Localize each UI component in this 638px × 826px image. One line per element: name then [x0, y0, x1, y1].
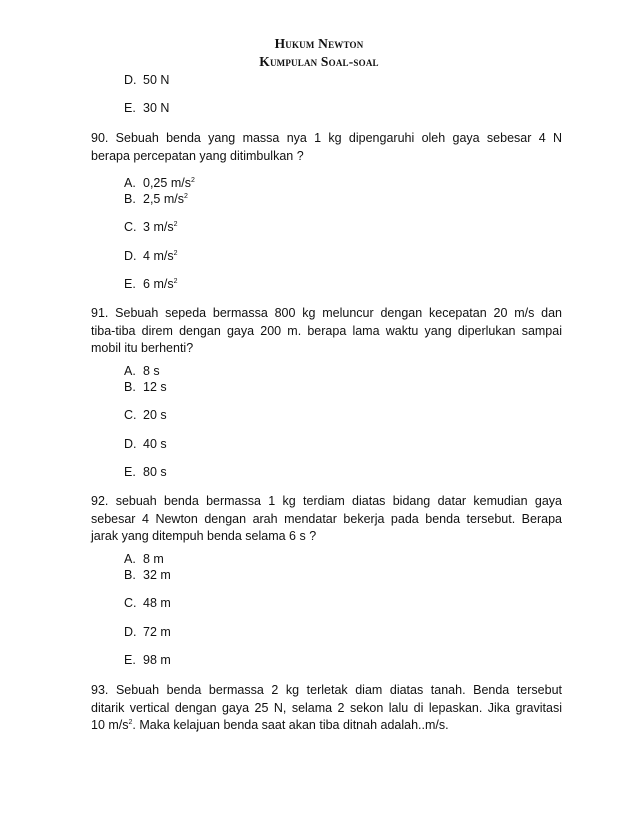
q90-option-a [124, 176, 195, 190]
q92-option-a [124, 552, 164, 566]
option-letter: C. [124, 408, 137, 422]
q90-line: 90. Sebuah benda yang massa nya 1 kg dipengaruhi oleh gaya sebesar 4 N [91, 131, 562, 145]
option-letter: E. [124, 653, 136, 667]
q90-option-e [124, 277, 177, 291]
option-text: 8 s [143, 364, 160, 378]
option-text: 98 m [143, 653, 171, 667]
option-letter: C. [124, 220, 137, 234]
option-unit: m/s [153, 249, 174, 263]
q91-option-d [124, 437, 167, 451]
option-unit-sup: 2 [173, 278, 178, 285]
q93-line [91, 717, 562, 735]
q91-line: 91. Sebuah sepeda bermassa 800 kg meluncur dengan kecepatan 20 m/s dan [91, 306, 562, 320]
q90-line: berapa percepatan yang ditimbulkan ? [91, 148, 304, 163]
option-text: 20 s [143, 408, 167, 422]
option-unit: m/s [153, 220, 174, 234]
option-text: 4 [143, 249, 150, 263]
q93-line3-sup: 2 [128, 719, 133, 726]
option-text: 72 m [143, 625, 171, 639]
q92-option-c [124, 596, 171, 610]
q89-option-e [124, 101, 169, 115]
q90-option-d [124, 249, 177, 263]
option-letter: B. [124, 568, 136, 582]
q92-option-b [124, 568, 171, 582]
option-letter: D. [124, 625, 137, 639]
option-letter: E. [124, 465, 136, 479]
option-unit-sup: 2 [173, 221, 178, 228]
option-unit: m/s [163, 192, 185, 206]
option-unit-sup: 2 [173, 250, 178, 257]
option-text: 8 m [143, 552, 164, 566]
q93-line3-pre: 10 m/s [91, 718, 129, 732]
q91-option-e [124, 465, 167, 479]
option-text: 3 [143, 220, 150, 234]
option-text: 30 N [143, 101, 170, 115]
option-letter: D. [124, 249, 137, 263]
q90-option-b [124, 192, 188, 206]
option-text: 6 [143, 277, 150, 291]
option-unit: m/s [153, 277, 174, 291]
document-title: Hukum Newton [274, 36, 364, 51]
q91-option-c [124, 408, 167, 422]
option-letter: A. [124, 552, 136, 566]
option-unit-sup: 2 [184, 193, 188, 200]
option-text: 40 s [143, 437, 167, 451]
q91-line: tiba-tiba direm dengan gaya 200 m. berapa lama waktu yang diperlukan sampai [91, 323, 562, 338]
q92-option-e [124, 653, 171, 667]
option-letter: C. [124, 596, 137, 610]
option-letter: E. [124, 101, 136, 115]
q93-line3-post: . Maka kelajuan benda saat akan tiba ditnah adalah..m/s. [132, 718, 449, 732]
option-text: 32 m [143, 568, 171, 582]
option-letter: A. [124, 364, 136, 378]
q91-option-a [124, 364, 160, 378]
option-text: 50 N [143, 73, 170, 87]
q93-line: 93. Sebuah benda bermassa 2 kg terletak diam diatas tanah. Benda tersebut [91, 683, 562, 697]
q93-line: ditarik vertical dengan gaya 25 N, selama 2 sekon lalu di lepaskan. Jika gravitasi [91, 700, 562, 715]
option-letter: E. [124, 277, 136, 291]
q92-option-d [124, 625, 171, 639]
q93-text [91, 682, 562, 735]
option-letter: A. [124, 176, 136, 190]
option-text: 48 m [143, 596, 171, 610]
option-letter: D. [124, 73, 137, 87]
option-text: 0,25 [143, 176, 168, 190]
q92-line: jarak yang ditempuh benda selama 6 s ? [91, 529, 317, 543]
option-text: 12 s [143, 380, 167, 394]
q92-text [91, 493, 562, 546]
q92-line: 92. sebuah benda bermassa 1 kg terdiam diatas bidang datar kemudian gaya [91, 494, 562, 508]
option-letter: B. [124, 192, 136, 206]
option-letter: D. [124, 437, 137, 451]
option-text: 80 s [143, 465, 167, 479]
option-text: 2,5 [143, 192, 161, 206]
q90-option-c [124, 220, 177, 234]
q89-option-d [124, 73, 169, 87]
q90-text [91, 130, 562, 165]
document-subtitle: Kumpulan Soal-soal [259, 54, 379, 69]
q92-line: sebesar 4 Newton dengan arah mendatar bekerja pada benda tersebut. Berapa [91, 511, 562, 526]
option-unit: m/s [170, 176, 191, 190]
q91-text [91, 305, 562, 358]
option-letter: B. [124, 380, 136, 394]
q91-line: mobil itu berhenti? [91, 341, 194, 355]
option-unit-sup: 2 [190, 177, 195, 184]
q91-option-b [124, 380, 167, 394]
